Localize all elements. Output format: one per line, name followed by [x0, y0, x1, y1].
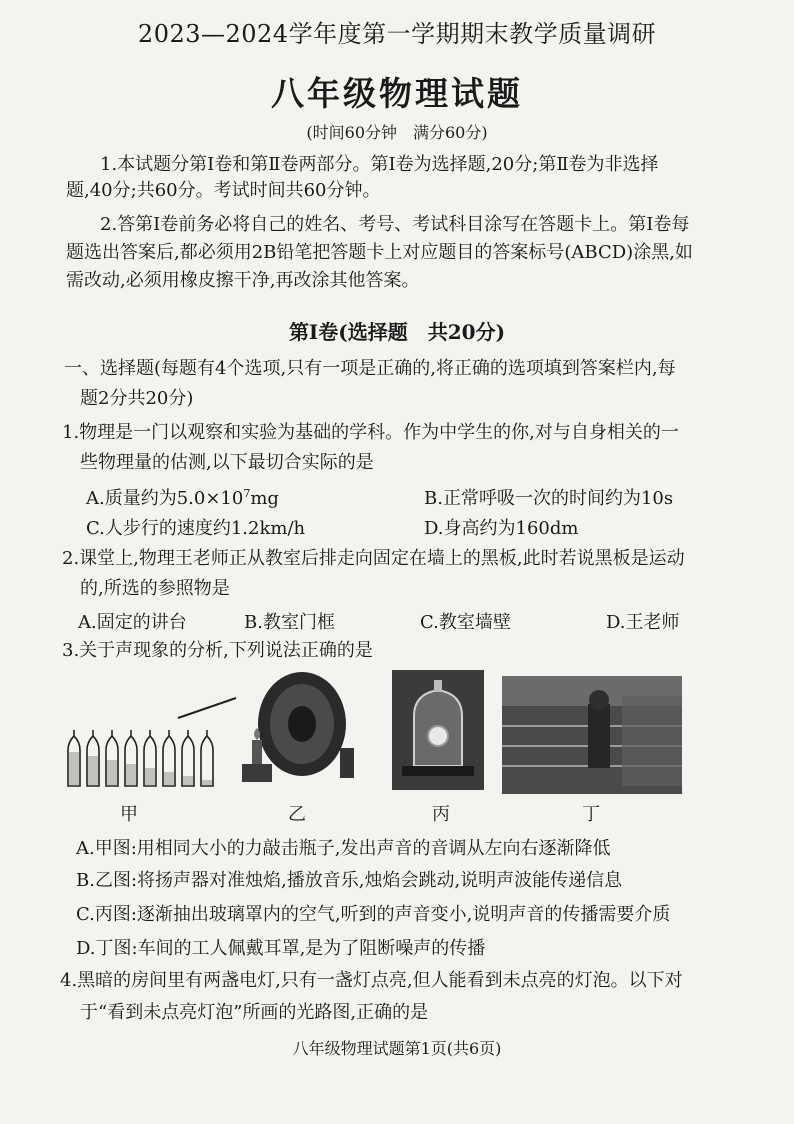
instruction-1-line-1: 1.本试题分第Ⅰ卷和第Ⅱ卷两部分。第Ⅰ卷为选择题,20分;第Ⅱ卷为非选择: [100, 154, 659, 175]
workshop-photo: [502, 676, 682, 794]
instruction-2-line-3: 需改动,必须用橡皮擦干净,再改涂其他答案。: [66, 270, 420, 291]
exam-header-title: 2023—2024学年度第一学期期末教学质量调研: [137, 20, 657, 48]
bottles-figure: [66, 668, 246, 793]
exam-subtitle: (时间60分钟 满分60分): [306, 123, 488, 142]
figure-label-bing: 丙: [432, 804, 450, 825]
q1-option-b: B.正常呼吸一次的时间约为10s: [424, 488, 674, 509]
instruction-2-line-1: 2.答第Ⅰ卷前务必将自己的姓名、考号、考试科目涂写在答题卡上。第Ⅰ卷每: [100, 214, 690, 235]
q3-option-a: A.甲图:用相同大小的力敲击瓶子,发出声音的音调从左向右逐渐降低: [76, 838, 611, 859]
q2-stem-line-2: 的,所选的参照物是: [80, 578, 230, 599]
q2-option-c: C.教室墙壁: [420, 612, 511, 633]
q2-stem-line-1: 2.课堂上,物理王老师正从教室后排走向固定在墙上的黑板,此时若说黑板是运动: [62, 548, 685, 569]
q3-option-c: C.丙图:逐渐抽出玻璃罩内的空气,听到的声音变小,说明声音的传播需要介质: [76, 904, 671, 925]
bell-jar-icon: [392, 670, 484, 790]
figure-label-jia: 甲: [120, 804, 138, 825]
q2-option-b: B.教室门框: [244, 612, 335, 633]
q2-option-a: A.固定的讲台: [78, 612, 187, 633]
factory-worker-icon: [502, 676, 682, 794]
instruction-2-line-2: 题选出答案后,都必须用2B铅笔把答题卡上对应题目的答案标号(ABCD)涂黑,如: [66, 242, 693, 263]
figure-label-yi: 乙: [288, 804, 306, 825]
q2-option-d: D.王老师: [606, 612, 680, 633]
q1-option-d: D.身高约为160dm: [424, 518, 579, 539]
instruction-1-line-2: 题,40分;共60分。考试时间共60分钟。: [66, 180, 381, 201]
section-heading-line-2: 题2分共20分): [80, 388, 194, 409]
figure-label-ding: 丁: [582, 804, 600, 825]
q3-stem: 3.关于声现象的分析,下列说法正确的是: [62, 640, 373, 661]
exam-main-title: 八年级物理试题: [271, 74, 523, 113]
q3-option-d: D.丁图:车间的工人佩戴耳罩,是为了阻断噪声的传播: [76, 938, 486, 959]
section-title: 第Ⅰ卷(选择题 共20分): [288, 320, 506, 344]
q4-stem-line-1: 4.黑暗的房间里有两盏电灯,只有一盏灯点亮,但人能看到未点亮的灯泡。以下对: [60, 970, 683, 991]
q1-stem-line-2: 些物理量的估测,以下最切合实际的是: [80, 452, 374, 473]
q4-stem-line-2: 于“看到未点亮灯泡”所画的光路图,正确的是: [80, 1002, 429, 1023]
page-footer: 八年级物理试题第1页(共6页): [292, 1039, 502, 1058]
section-heading-line-1: 一、选择题(每题有4个选项,只有一项是正确的,将正确的选项填到答案栏内,每: [64, 358, 676, 379]
bell-jar-photo: [392, 670, 484, 790]
speaker-candle-figure: [232, 668, 362, 793]
q3-option-b: B.乙图:将扬声器对准烛焰,播放音乐,烛焰会跳动,说明声波能传递信息: [76, 870, 623, 891]
q1-stem-line-1: 1.物理是一门以观察和实验为基础的学科。作为中学生的你,对与自身相关的一: [62, 422, 679, 443]
q1-option-c: C.人步行的速度约1.2km/h: [86, 518, 306, 539]
q1-option-a: A.质量约为$5.0\times 10^7mg$: [86, 487, 279, 509]
